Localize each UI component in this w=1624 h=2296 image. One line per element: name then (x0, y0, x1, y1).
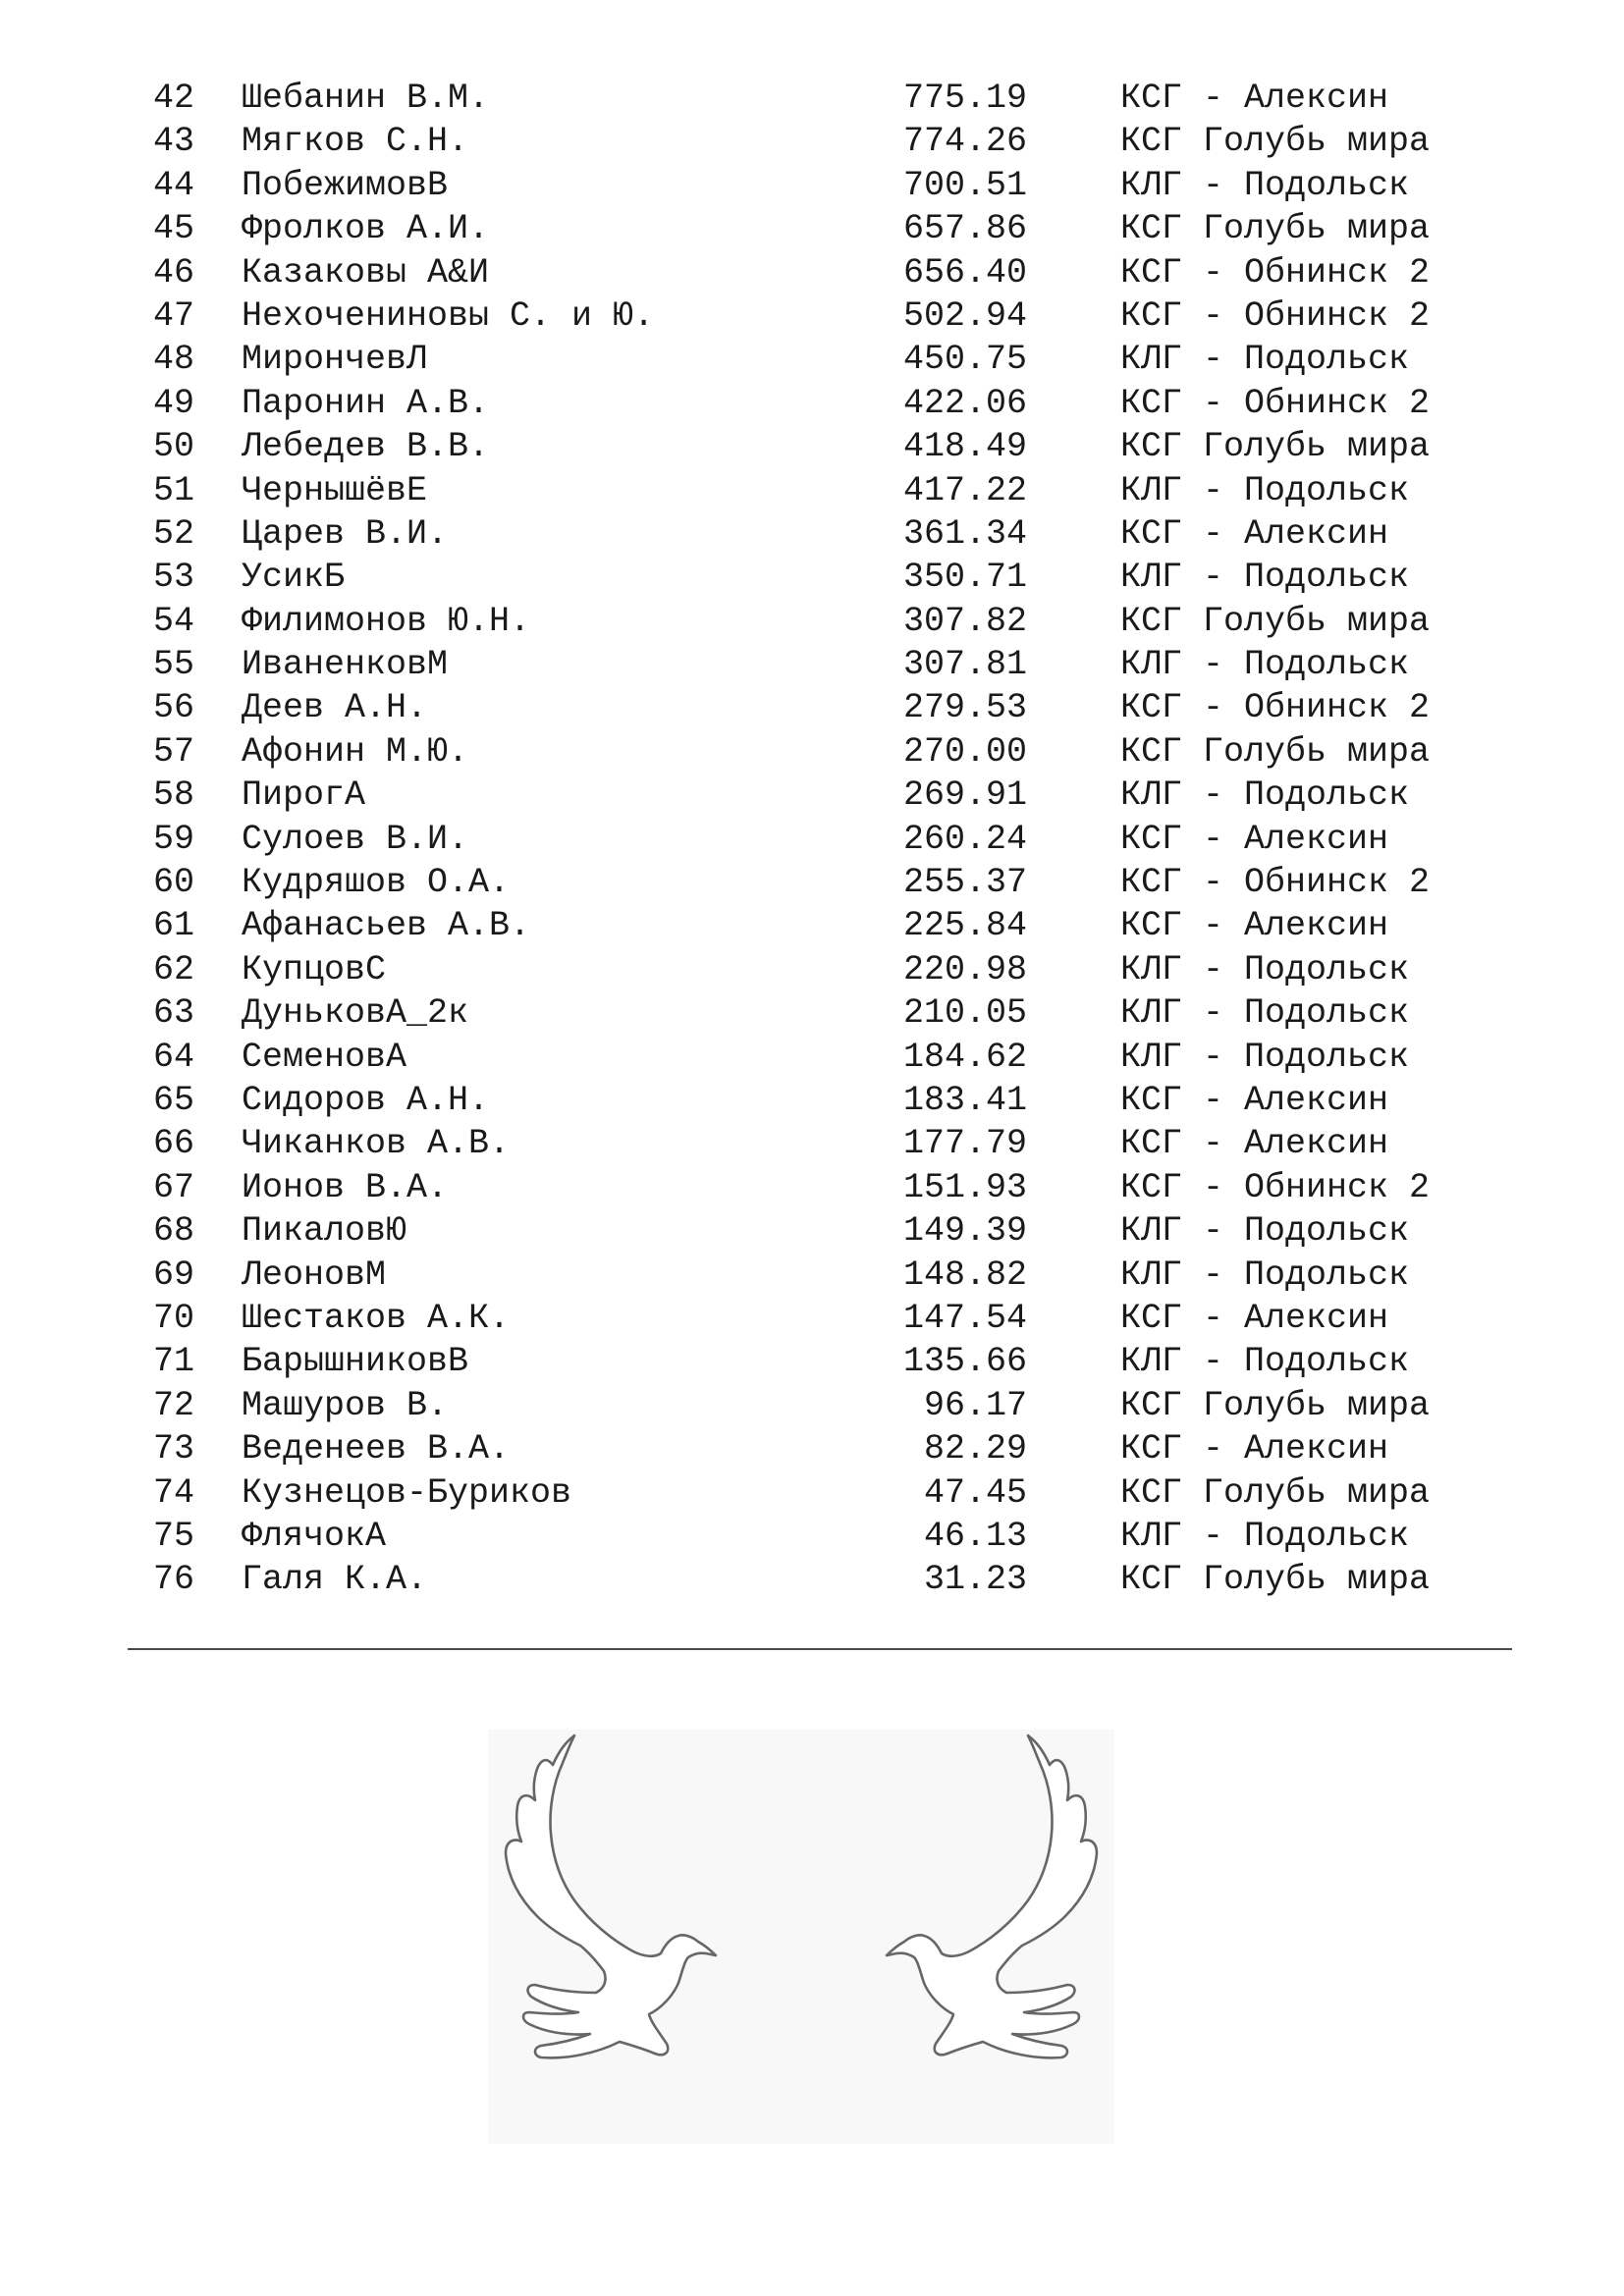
score-cell: 270.00 (902, 731, 1027, 772)
result-row (0, 904, 1624, 947)
score-cell: 774.26 (902, 122, 1027, 162)
club-cell: КСГ - Обнинск 2 (1120, 1167, 1431, 1207)
result-row (0, 991, 1624, 1035)
fancier-name-cell: Казаковы А&И (242, 252, 490, 293)
rank-cell: 44 (152, 165, 194, 205)
fancier-name-cell: Галя К.А. (242, 1560, 428, 1600)
fancier-name-cell: ЛеоновМ (242, 1255, 387, 1295)
result-row (0, 818, 1624, 861)
fancier-name-cell: БарышниковВ (242, 1342, 469, 1382)
result-row (0, 1384, 1624, 1427)
club-cell: КЛГ - Подольск (1120, 1516, 1410, 1556)
result-row (0, 469, 1624, 512)
fancier-name-cell: Веденеев В.А. (242, 1429, 511, 1469)
fancier-name-cell: ЧернышёвЕ (242, 470, 428, 510)
club-cell: КЛГ - Подольск (1120, 340, 1410, 380)
fancier-name-cell: ПобежимовВ (242, 165, 449, 205)
fancier-name-cell: ПирогА (242, 775, 366, 816)
rank-cell: 60 (152, 863, 194, 903)
club-cell: КСГ - Обнинск 2 (1120, 252, 1431, 293)
fancier-name-cell: Чиканков А.В. (242, 1124, 511, 1164)
rank-cell: 69 (152, 1255, 194, 1295)
club-cell: КСГ Голубь мира (1120, 209, 1431, 249)
score-cell: 361.34 (902, 513, 1027, 554)
score-cell: 307.81 (902, 645, 1027, 685)
fancier-name-cell: Деев А.Н. (242, 688, 428, 728)
club-cell: КСГ - Алексин (1120, 1429, 1389, 1469)
rank-cell: 65 (152, 1080, 194, 1120)
rank-cell: 54 (152, 601, 194, 641)
score-cell: 149.39 (902, 1211, 1027, 1252)
score-cell: 422.06 (902, 383, 1027, 423)
rank-cell: 73 (152, 1429, 194, 1469)
score-cell: 151.93 (902, 1167, 1027, 1207)
club-cell: КСГ Голубь мира (1120, 731, 1431, 772)
score-cell: 450.75 (902, 340, 1027, 380)
result-row (0, 207, 1624, 250)
club-cell: КСГ Голубь мира (1120, 601, 1431, 641)
result-row (0, 338, 1624, 381)
rank-cell: 63 (152, 993, 194, 1034)
club-cell: КСГ - Обнинск 2 (1120, 383, 1431, 423)
score-cell: 82.29 (923, 1429, 1027, 1469)
rank-cell: 52 (152, 513, 194, 554)
score-cell: 418.49 (902, 427, 1027, 467)
rank-cell: 48 (152, 340, 194, 380)
club-cell: КСГ - Обнинск 2 (1120, 688, 1431, 728)
result-row (0, 600, 1624, 643)
score-cell: 269.91 (902, 775, 1027, 816)
club-cell: КСГ - Алексин (1120, 1298, 1389, 1338)
result-row (0, 1471, 1624, 1515)
score-cell: 31.23 (923, 1560, 1027, 1600)
result-row (0, 425, 1624, 468)
club-cell: КЛГ - Подольск (1120, 949, 1410, 989)
rank-cell: 50 (152, 427, 194, 467)
fancier-name-cell: Кудряшов О.А. (242, 863, 511, 903)
fancier-name-cell: ПикаловЮ (242, 1211, 407, 1252)
rank-cell: 71 (152, 1342, 194, 1382)
score-cell: 417.22 (902, 470, 1027, 510)
rank-cell: 57 (152, 731, 194, 772)
fancier-name-cell: Ионов В.А. (242, 1167, 449, 1207)
rank-cell: 43 (152, 122, 194, 162)
club-cell: КСГ Голубь мира (1120, 1385, 1431, 1425)
rank-cell: 62 (152, 949, 194, 989)
club-cell: КЛГ - Подольск (1120, 1037, 1410, 1077)
rank-cell: 64 (152, 1037, 194, 1077)
result-row (0, 861, 1624, 904)
fancier-name-cell: Сидоров А.Н. (242, 1080, 490, 1120)
result-row (0, 1079, 1624, 1122)
rank-cell: 45 (152, 209, 194, 249)
score-cell: 183.41 (902, 1080, 1027, 1120)
rank-cell: 46 (152, 252, 194, 293)
result-row (0, 643, 1624, 686)
score-cell: 147.54 (902, 1298, 1027, 1338)
club-cell: КЛГ - Подольск (1120, 165, 1410, 205)
doves-illustration (488, 1730, 1114, 2144)
score-cell: 307.82 (902, 601, 1027, 641)
result-row (0, 251, 1624, 294)
result-row (0, 1427, 1624, 1470)
club-cell: КСГ - Обнинск 2 (1120, 863, 1431, 903)
rank-cell: 59 (152, 819, 194, 859)
rank-cell: 42 (152, 79, 194, 118)
result-row (0, 686, 1624, 729)
score-cell: 225.84 (902, 906, 1027, 946)
fancier-name-cell: КупцовС (242, 949, 387, 989)
score-cell: 96.17 (923, 1385, 1027, 1425)
score-cell: 775.19 (902, 79, 1027, 118)
club-cell: КСГ - Алексин (1120, 906, 1389, 946)
club-cell: КСГ - Алексин (1120, 819, 1389, 859)
result-row (0, 1297, 1624, 1340)
results-table (0, 77, 1624, 1602)
club-cell: КСГ - Обнинск 2 (1120, 295, 1431, 336)
club-cell: КСГ Голубь мира (1120, 1560, 1431, 1600)
rank-cell: 61 (152, 906, 194, 946)
club-cell: КСГ Голубь мира (1120, 122, 1431, 162)
score-cell: 279.53 (902, 688, 1027, 728)
result-row (0, 730, 1624, 774)
fancier-name-cell: Мягков С.Н. (242, 122, 469, 162)
result-row (0, 1036, 1624, 1079)
fancier-name-cell: Шестаков А.К. (242, 1298, 511, 1338)
fancier-name-cell: Кузнецов-Буриков (242, 1472, 572, 1513)
score-cell: 177.79 (902, 1124, 1027, 1164)
rank-cell: 49 (152, 383, 194, 423)
fancier-name-cell: СеменовА (242, 1037, 407, 1077)
club-cell: КСГ - Алексин (1120, 513, 1389, 554)
score-cell: 657.86 (902, 209, 1027, 249)
rank-cell: 53 (152, 558, 194, 598)
rank-cell: 66 (152, 1124, 194, 1164)
result-row (0, 164, 1624, 207)
club-cell: КЛГ - Подольск (1120, 1211, 1410, 1252)
result-row (0, 1209, 1624, 1253)
score-cell: 656.40 (902, 252, 1027, 293)
result-row (0, 77, 1624, 120)
fancier-name-cell: Паронин А.В. (242, 383, 490, 423)
rank-cell: 56 (152, 688, 194, 728)
club-cell: КЛГ - Подольск (1120, 775, 1410, 816)
rank-cell: 76 (152, 1560, 194, 1600)
score-cell: 210.05 (902, 993, 1027, 1034)
result-row (0, 1558, 1624, 1601)
fancier-name-cell: Шебанин В.М. (242, 79, 490, 118)
fancier-name-cell: Лебедев В.В. (242, 427, 490, 467)
result-row (0, 294, 1624, 338)
result-row (0, 1340, 1624, 1383)
fancier-name-cell: Царев В.И. (242, 513, 449, 554)
fancier-name-cell: Сулоев В.И. (242, 819, 469, 859)
fancier-name-cell: Афанасьев А.В. (242, 906, 531, 946)
fancier-name-cell: Машуров В. (242, 1385, 449, 1425)
club-cell: КЛГ - Подольск (1120, 558, 1410, 598)
club-cell: КЛГ - Подольск (1120, 645, 1410, 685)
result-row (0, 948, 1624, 991)
score-cell: 350.71 (902, 558, 1027, 598)
rank-cell: 58 (152, 775, 194, 816)
fancier-name-cell: УсикБ (242, 558, 346, 598)
club-cell: КЛГ - Подольск (1120, 1342, 1410, 1382)
score-cell: 255.37 (902, 863, 1027, 903)
score-cell: 47.45 (923, 1472, 1027, 1513)
score-cell: 700.51 (902, 165, 1027, 205)
fancier-name-cell: Нехочениновы С. и Ю. (242, 295, 655, 336)
rank-cell: 72 (152, 1385, 194, 1425)
result-row (0, 120, 1624, 163)
score-cell: 46.13 (923, 1516, 1027, 1556)
fancier-name-cell: МирончевЛ (242, 340, 428, 380)
club-cell: КЛГ - Подольск (1120, 470, 1410, 510)
fancier-name-cell: ИваненковМ (242, 645, 449, 685)
club-cell: КЛГ - Подольск (1120, 993, 1410, 1034)
rank-cell: 74 (152, 1472, 194, 1513)
rank-cell: 47 (152, 295, 194, 336)
result-row (0, 1122, 1624, 1165)
fancier-name-cell: Фролков А.И. (242, 209, 490, 249)
club-cell: КСГ Голубь мира (1120, 427, 1431, 467)
score-cell: 135.66 (902, 1342, 1027, 1382)
fancier-name-cell: ДуньковА_2к (242, 993, 469, 1034)
club-cell: КСГ - Алексин (1120, 1080, 1389, 1120)
score-cell: 184.62 (902, 1037, 1027, 1077)
club-cell: КСГ - Алексин (1120, 79, 1389, 118)
club-cell: КЛГ - Подольск (1120, 1255, 1410, 1295)
result-row (0, 556, 1624, 599)
result-row (0, 774, 1624, 817)
score-cell: 502.94 (902, 295, 1027, 336)
rank-cell: 70 (152, 1298, 194, 1338)
fancier-name-cell: Филимонов Ю.Н. (242, 601, 531, 641)
result-row (0, 512, 1624, 556)
result-row (0, 1254, 1624, 1297)
fancier-name-cell: ФлячокА (242, 1516, 387, 1556)
score-cell: 220.98 (902, 949, 1027, 989)
result-row (0, 1515, 1624, 1558)
result-row (0, 382, 1624, 425)
rank-cell: 55 (152, 645, 194, 685)
separator-rule (128, 1648, 1512, 1650)
rank-cell: 51 (152, 470, 194, 510)
result-row (0, 1166, 1624, 1209)
rank-cell: 75 (152, 1516, 194, 1556)
score-cell: 148.82 (902, 1255, 1027, 1295)
score-cell: 260.24 (902, 819, 1027, 859)
rank-cell: 67 (152, 1167, 194, 1207)
club-cell: КСГ Голубь мира (1120, 1472, 1431, 1513)
club-cell: КСГ - Алексин (1120, 1124, 1389, 1164)
fancier-name-cell: Афонин М.Ю. (242, 731, 469, 772)
rank-cell: 68 (152, 1211, 194, 1252)
